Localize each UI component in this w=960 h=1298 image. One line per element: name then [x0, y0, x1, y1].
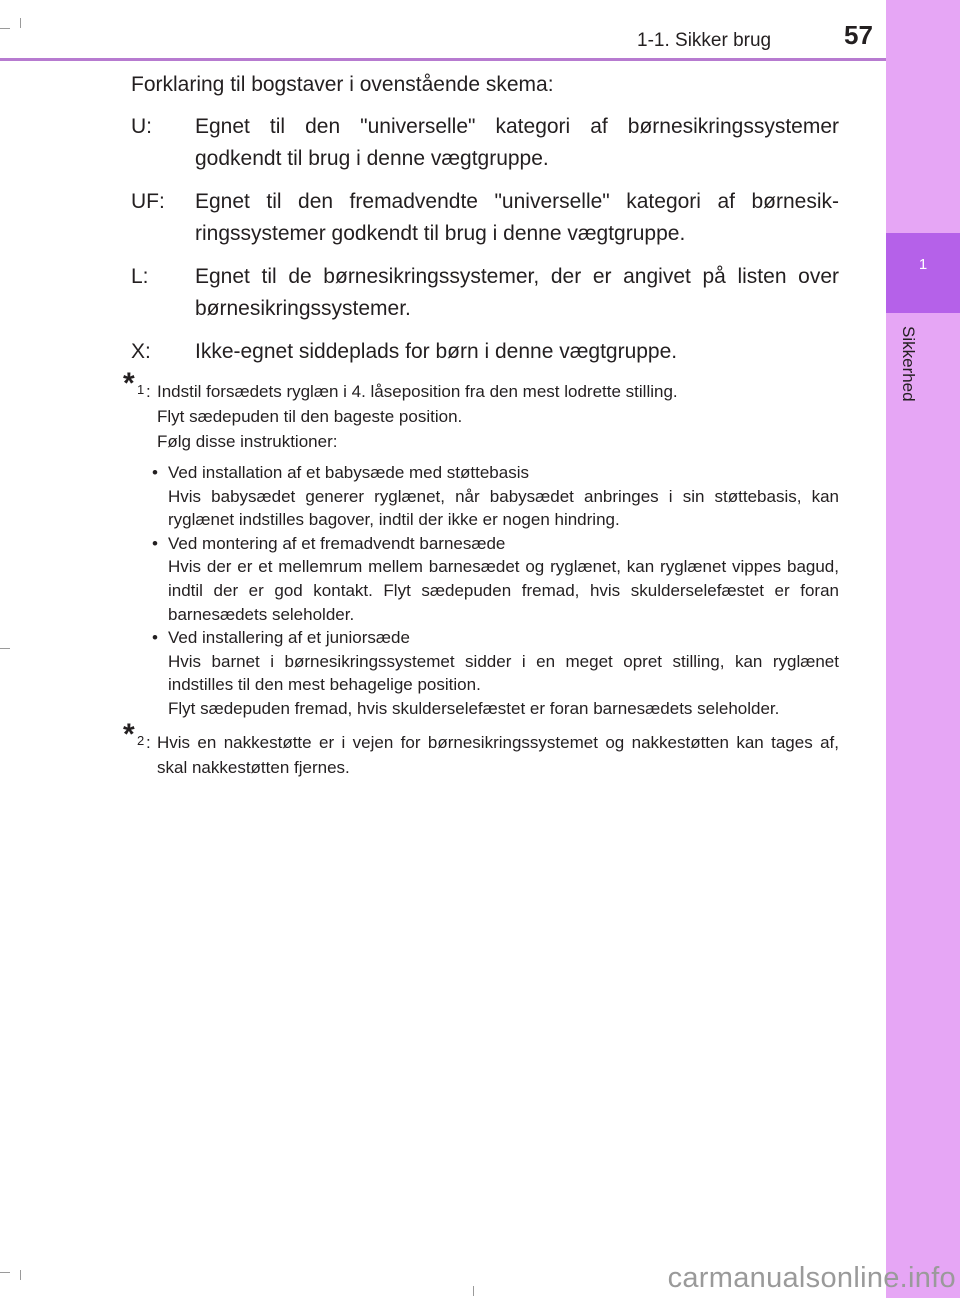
- chapter-sidebar: [886, 0, 960, 1298]
- page-number: 57: [844, 20, 873, 50]
- footnote-line: Indstil forsædets ryglæn i 4. låseposition fra den mest lodrette stilling.: [157, 382, 678, 401]
- footnote-number: 2: [137, 732, 145, 748]
- legend-description: Egnet til de børnesikringssystemer, der er angivet på listen over børnesikringssystemer.: [195, 265, 839, 320]
- legend-key: X:: [131, 340, 151, 363]
- footnote-number: 1: [137, 382, 145, 397]
- chapter-number: 1: [918, 256, 928, 273]
- list-item-text: Flyt sædepuden fremad, hvis skulderselefæstet er foran barnesædets seleholder.: [168, 698, 780, 718]
- chapter-tab: [886, 233, 960, 313]
- legend-description: Egnet til den "universelle" kategori af børnesikringssystemer godkendt til brug i denne vægtgruppe.: [195, 115, 839, 170]
- legend-row: [117, 186, 839, 250]
- footnote-colon: :: [146, 382, 151, 401]
- footnote-colon: :: [146, 732, 151, 752]
- list-item-text: Hvis der er et mellemrum mellem barnesædet og ryglænet, kan ryglænet vippes bagud, indtil der er god kontakt. Flyt sædepuden fremad, hvis skulderselefæstet er foran barnesædets seleholder.: [168, 557, 839, 624]
- crop-mark: [0, 28, 10, 29]
- bullet-icon: •: [152, 628, 158, 648]
- legend-description: Egnet til den fremadvendte "universelle" kategori af børnesikringssystemer godkendt til brug i denne vægtgruppe.: [195, 190, 839, 245]
- legend-intro: Forklaring til bogstaver i ovenstående skema:: [131, 73, 554, 96]
- crop-mark: [0, 1272, 10, 1273]
- site-watermark: carmanualsonline.info: [667, 1262, 956, 1294]
- asterisk-icon: *: [123, 367, 135, 400]
- page-body: [117, 70, 839, 780]
- crop-mark: [473, 1286, 474, 1296]
- footnote-text: Hvis en nakkestøtte er i vejen for børnesikringssystemet og nakkestøtten kan tages af, skal nakkestøtten fjernes.: [157, 732, 839, 777]
- legend-key: UF:: [131, 190, 165, 213]
- list-item-text: Hvis babysædet generer ryglænet, når babysædet anbringes i sin støttebasis, kan ryglænet indstilles bagover, indtil der ikke er nogen hindring.: [168, 486, 839, 530]
- header-rule: [0, 58, 886, 61]
- chapter-label: Sikkerhed: [899, 326, 918, 402]
- crop-mark: [20, 18, 21, 28]
- list-item-text: Hvis barnet i børnesikringssystemet sidder i en meget opret stilling, kan ryglænet indstilles til den mest behagelige position.: [168, 651, 839, 695]
- list-item: [117, 626, 839, 720]
- asterisk-icon: *: [123, 717, 135, 751]
- legend-key: U:: [131, 115, 152, 138]
- footnote-2: [117, 717, 839, 780]
- legend-row: [117, 261, 839, 325]
- footnote-line: Følg disse instruktioner:: [157, 432, 338, 451]
- list-item: [117, 532, 839, 626]
- legend-key: L:: [131, 265, 149, 288]
- crop-mark: [0, 648, 10, 649]
- section-title: 1-1. Sikker brug: [637, 30, 772, 51]
- list-item-title: Ved installation af et babysæde med støttebasis: [168, 463, 529, 482]
- bullet-icon: •: [152, 533, 158, 553]
- instruction-list: [117, 461, 839, 721]
- crop-mark: [20, 1270, 21, 1280]
- footnote-1: [117, 367, 839, 454]
- bullet-icon: •: [152, 463, 158, 482]
- list-item-title: Ved installering af et juniorsæde: [168, 628, 410, 648]
- list-item: [117, 461, 839, 532]
- legend-description: Ikke-egnet siddeplads for børn i denne vægtgruppe.: [195, 340, 678, 363]
- legend-row: [117, 336, 839, 368]
- legend-row: [117, 111, 839, 175]
- footnote-line: Flyt sædepuden til den bageste position.: [157, 407, 463, 426]
- list-item-title: Ved montering af et fremadvendt barnesæde: [168, 533, 506, 553]
